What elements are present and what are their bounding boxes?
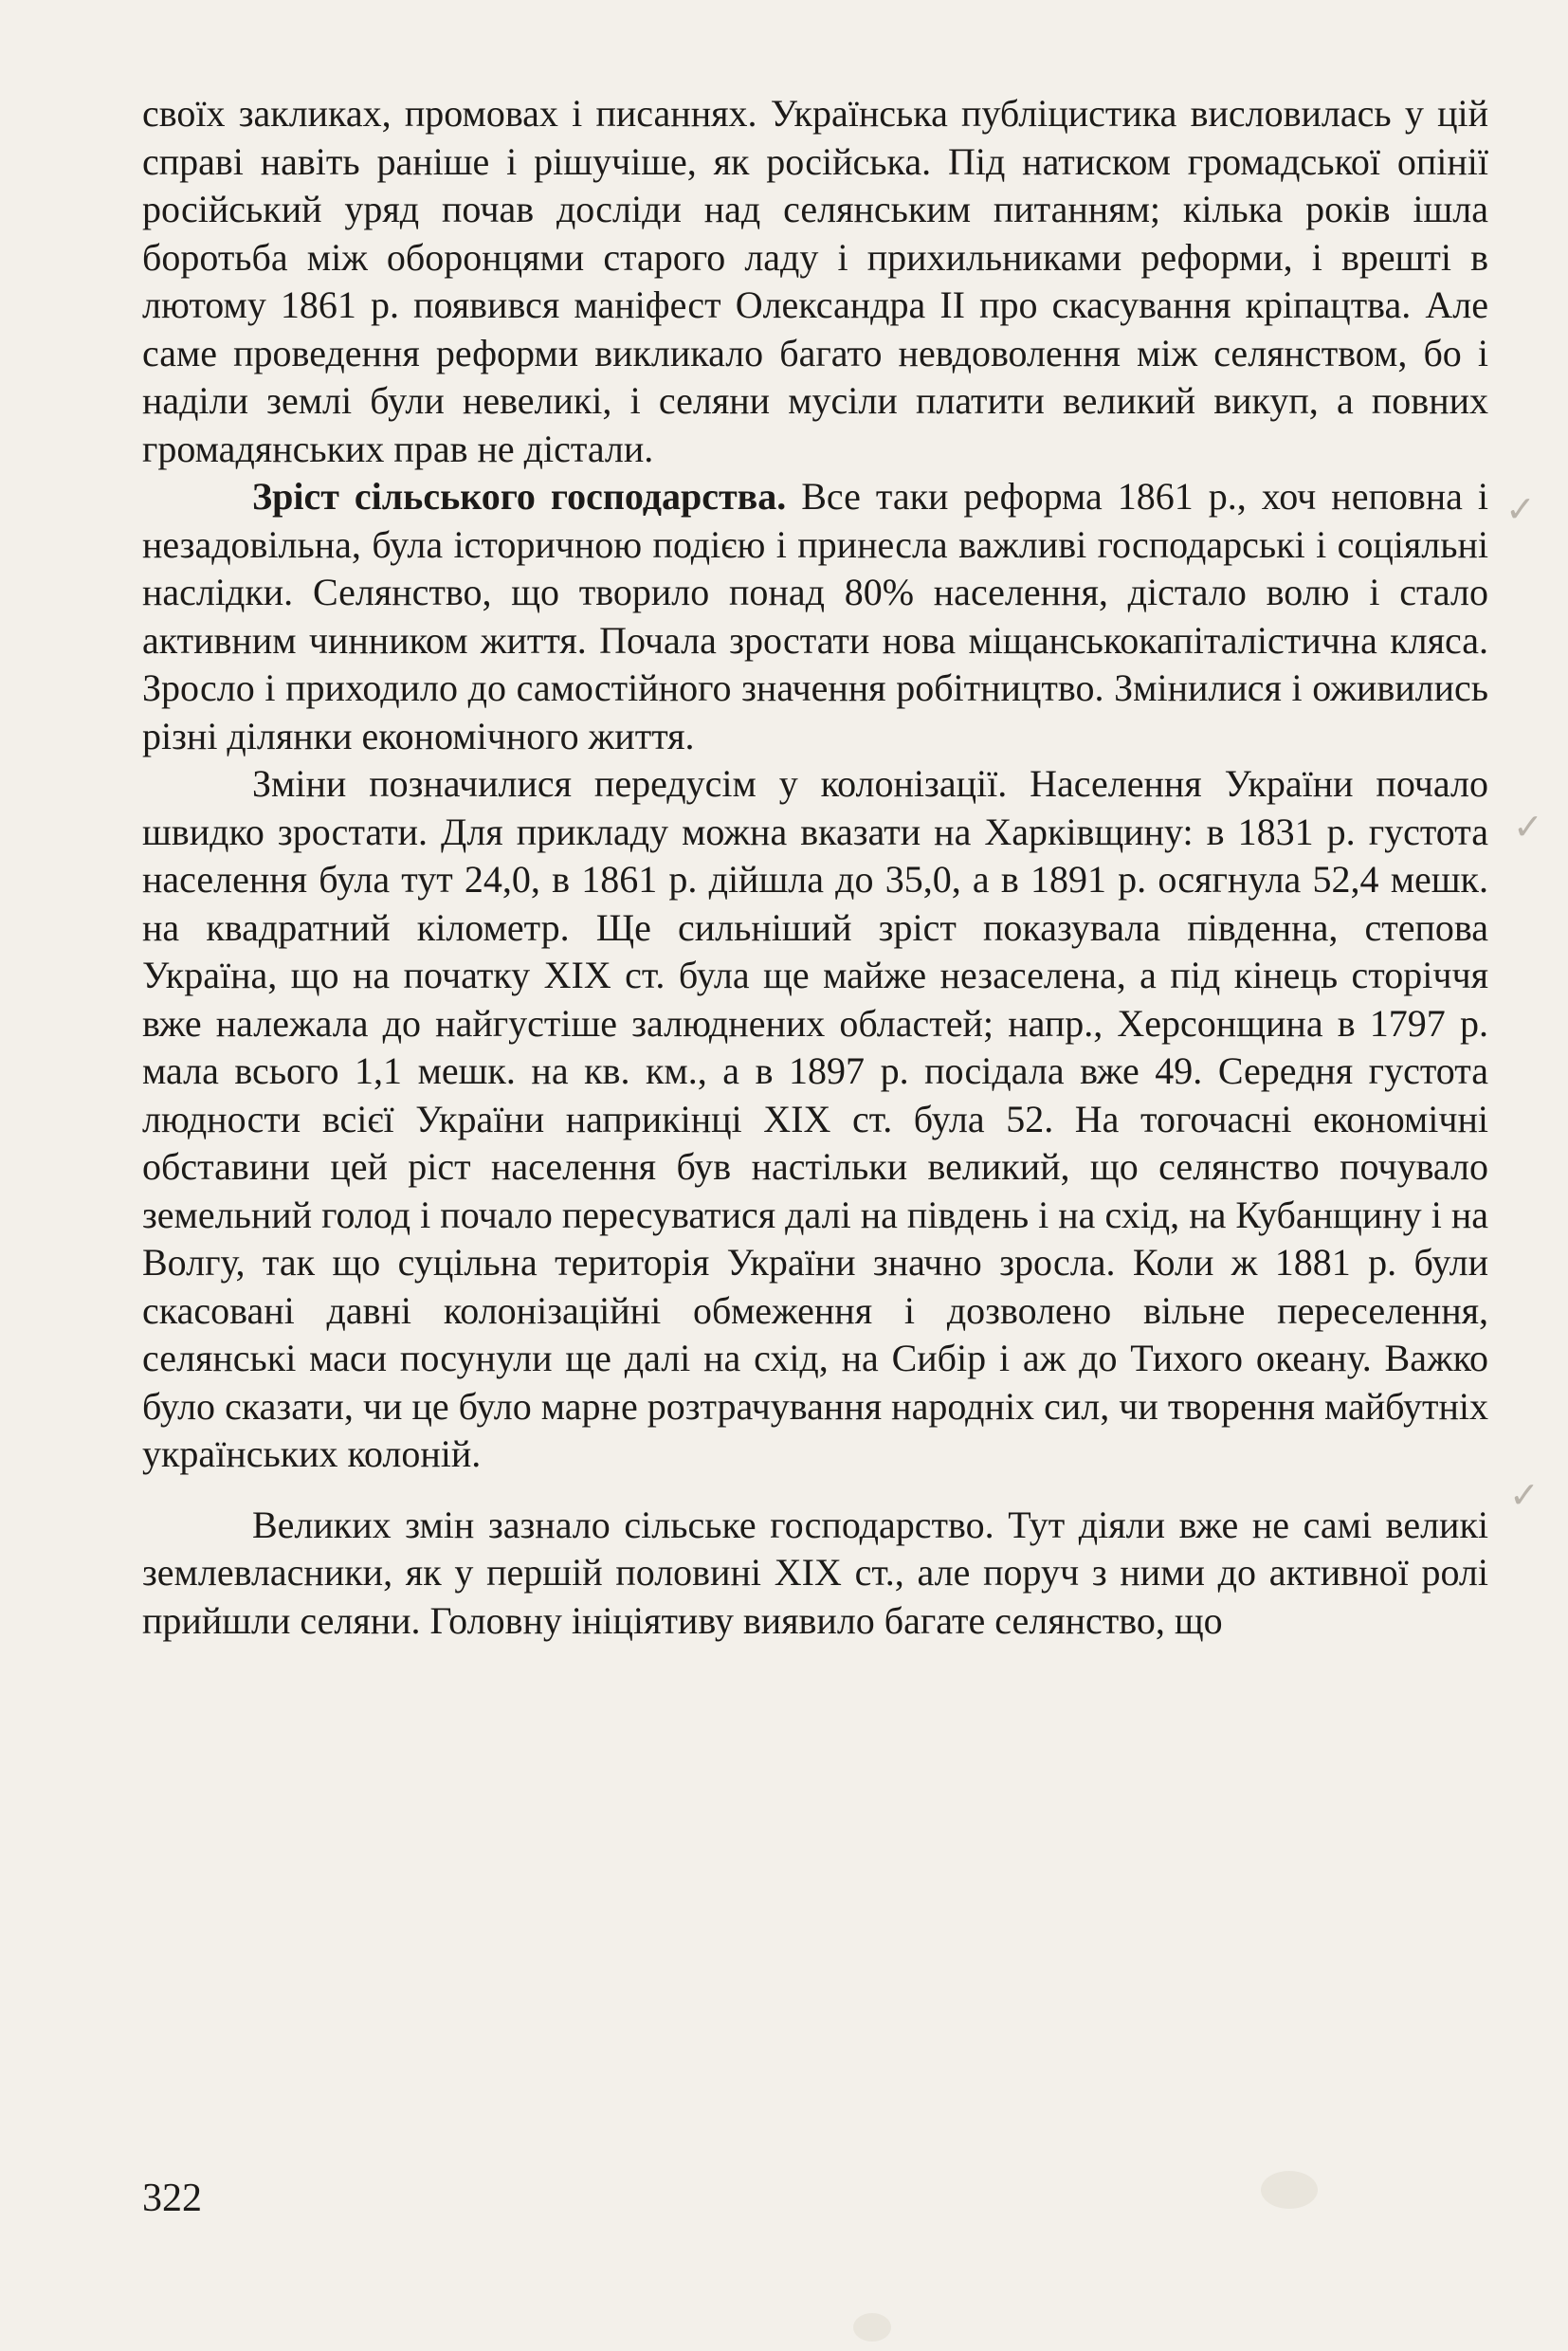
paragraph-4 bbox=[142, 1502, 1488, 1646]
paragraph-2-text: Все таки реформа 1861 р., хоч неповна і незадовільна, була історичною подією і принесла важливі господарські і соціяльні наслідки. Селянство, що творило понад 80% населення, дістало волю і стало активним чинником життя. Почала зростати нова міщанськокапіталістична кляса. Зросло і приходило до самостійного значення робітництво. Змінилися і оживились різні ділянки економічного життя. bbox=[142, 475, 1489, 757]
paragraph-1-text: своїх закликах, промовах і писаннях. Українська публіцистика висловилась у цій справі навіть раніше і рішучіше, як російська. Під натиском громадської опінії російський уряд почав досліди над селянським питанням; кілька років ішла боротьба між оборонцями старого ладу і прихильниками реформи, і врешті в лютому 1861 р. появився маніфест Олександра II про скасування кріпацтва. Але саме проведення реформи викликало багато невдоволення між селянством, бо і наділи землі були невеликі, і селяни мусіли платити великий викуп, а повних громадянських прав не дістали. bbox=[142, 92, 1488, 470]
paragraph-3 bbox=[142, 760, 1488, 1479]
paragraph-1 bbox=[142, 90, 1488, 473]
paragraph-3-text: Зміни позначилися передусім у колонізації. Населення України почало швидко зростати. Для прикладу можна вказати на Харківщину: в 1831 р. густота населення була тут 24,0, в 1861 р. дійшла до 35,0, а в 1891 р. осягнула 52,4 мешк. на квадратний кілометр. Ще сильніший зріст показувала південна, степова Україна, що на початку XIX ст. була ще майже незаселена, а під кінець сторіччя вже належала до найгустіше залюднених областей; напр., Херсонщина в 1797 р. мала всього 1,1 мешк. на кв. км., а в 1897 р. посідала вже 49. Середня густота людности всієї України наприкінці XIX ст. була 52. На тогочасні економічні обставини цей ріст населення був настільки великий, що селянство почувало земельний голод і почало пересуватися далі на південь і на схід, на Кубанщину і на Волгу, так що суцільна територія України значно зросла. Коли ж 1881 р. були скасовані давні колонізаційні обмеження і дозволено вільне переселення, селянські маси посунули ще далі на схід, на Сибір і аж до Тихого океану. Важко було сказати, чи це було марне розтрачування народніх сил, чи творення майбутніх українських колоній. bbox=[142, 762, 1488, 1475]
paragraph-4-text: Великих змін зазнало сільське господарство. Тут діяли вже не самі великі землевласники, як у першій половині XIX ст., але поруч з ними до активної ролі прийшли селяни. Головну ініціятиву виявило багате селянство, що bbox=[142, 1503, 1488, 1642]
paragraph-2 bbox=[142, 473, 1488, 760]
margin-pencil-mark: ✓ bbox=[1513, 806, 1543, 847]
margin-pencil-mark: ✓ bbox=[1509, 1474, 1540, 1516]
paper-stain bbox=[1261, 2171, 1318, 2209]
paper-stain bbox=[853, 2313, 891, 2342]
section-heading: Зріст сільського господарства. bbox=[252, 475, 787, 518]
body-text bbox=[142, 90, 1488, 1645]
margin-pencil-mark: ✓ bbox=[1505, 488, 1536, 530]
page-number: 322 bbox=[142, 2177, 202, 2220]
